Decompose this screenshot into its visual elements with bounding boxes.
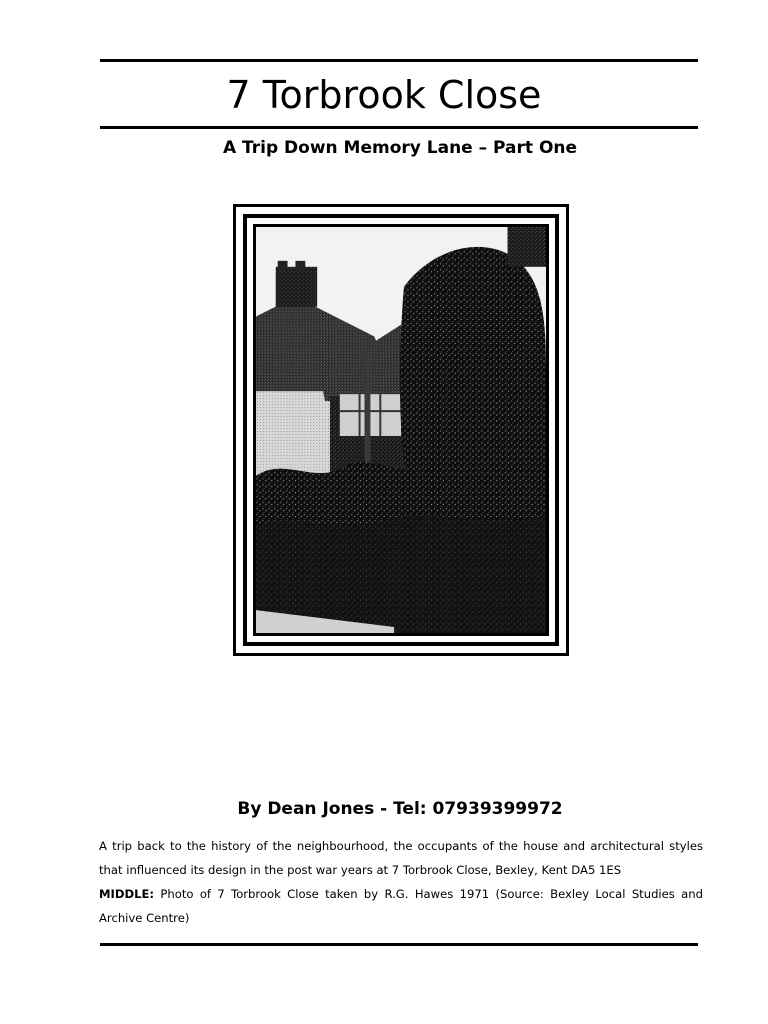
bottom-rule	[100, 943, 698, 946]
photo-frame	[233, 204, 569, 656]
page-title: 7 Torbrook Close	[226, 73, 542, 117]
author-byline: By Dean Jones - Tel: 07939399972	[237, 799, 563, 819]
caption-label: MIDDLE:	[99, 887, 155, 901]
page-subtitle: A Trip Down Memory Lane – Part One	[222, 138, 578, 158]
photo-caption	[99, 882, 703, 930]
title-underline-rule	[100, 126, 698, 129]
photo-frame-mid	[243, 214, 559, 646]
description-block	[99, 834, 703, 930]
photo-frame-inner	[253, 224, 549, 636]
caption-text: Photo of 7 Torbrook Close taken by R.G. Hawes 1971 (Source: Bexley Local Studies and Archive Centre)	[99, 887, 703, 925]
house-photo	[256, 227, 546, 633]
intro-paragraph: A trip back to the history of the neighbourhood, the occupants of the house and architectural styles that influenced its design in the post war years at 7 Torbrook Close, Bexley, Kent DA5 1ES	[99, 839, 703, 877]
top-rule	[100, 59, 698, 62]
